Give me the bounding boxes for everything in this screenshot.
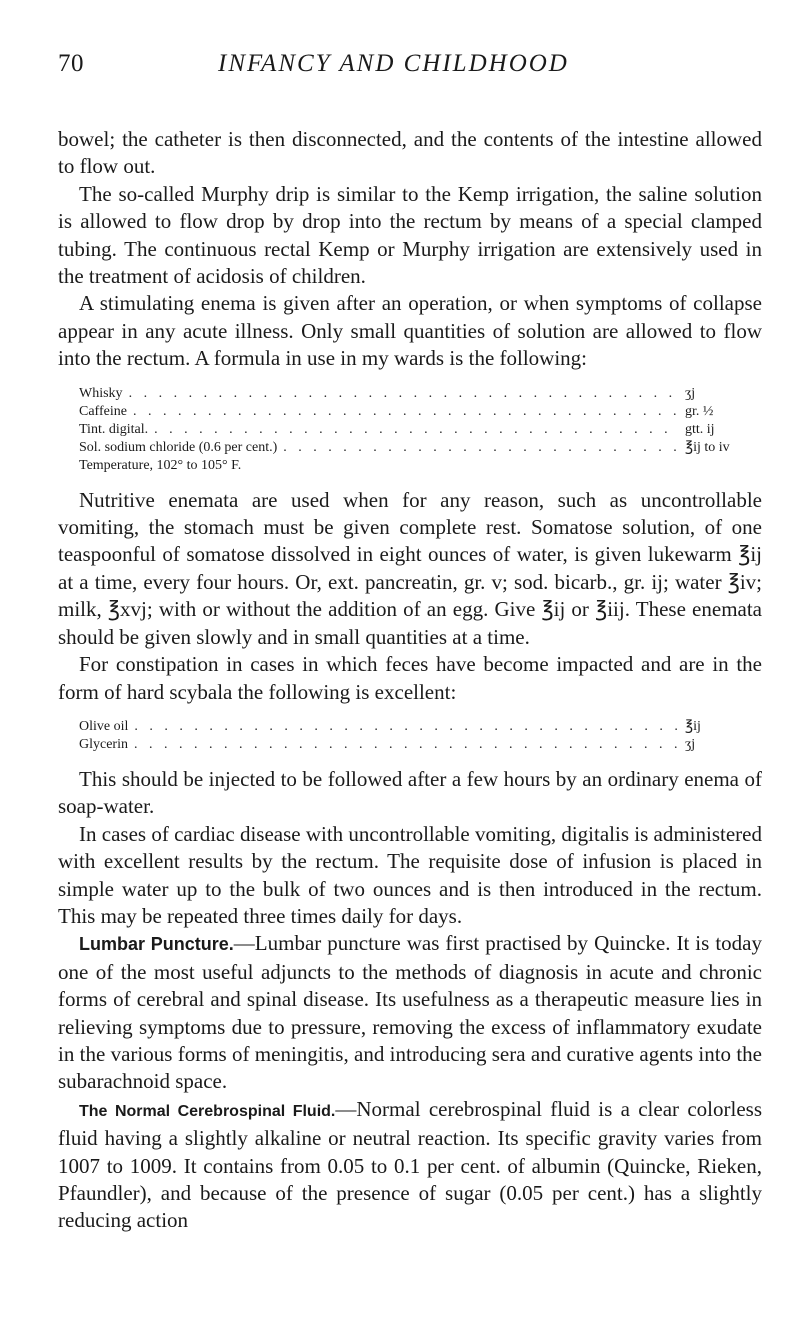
formula-ingredient: Whisky <box>79 385 123 401</box>
paragraph-lumbar-puncture <box>58 930 762 1095</box>
formula-constipation <box>79 718 762 754</box>
paragraph-soap-water: This should be injected to be followed after a few hours by an ordinary enema of soap-water. <box>58 766 762 819</box>
formula-note: Temperature, 102° to 105° F. <box>79 457 242 473</box>
formula-row <box>79 385 762 403</box>
paragraph-stimulating-enema: A stimulating enema is given after an operation, or when symptoms of collapse appear in any acute illness. Only small quantities of solution are allowed to flow into the rectum. A formula in use in my wards is the following: <box>58 291 762 371</box>
paragraph-nutritive-enemata: Nutritive enemata are used when for any reason, such as uncontrollable vomiting, the stomach must be given complete rest. Somatose solution, of one teaspoonful of somatose dissolved in eight ounces of water, is given lukewarm ℥ij at a time, every four hours. Or, ext. pancreatin, gr. v; sod. bicarb., gr. ij; water ℥iv; milk, ℥xvj; with or without the addition of an egg. Give ℥ij or ℥iij. These enemata should be given slowly and in small quantities at a time. <box>58 487 762 649</box>
formula-quantity: gr. ½ <box>680 403 762 421</box>
paragraph-murphy-drip: The so-called Murphy drip is similar to the Kemp irrigation, the saline solution is allowed to flow drop by drop into the rectum by means of a special clamped tubing. The continuous rectal Kemp or Murphy irrigation are extensively used in the treatment of acidosis of children. <box>58 181 762 289</box>
paragraph-continued: bowel; the catheter is then disconnected, and the contents of the intestine allowed to flow out. <box>58 127 762 179</box>
formula-quantity: ʒj <box>680 385 762 403</box>
leader-dots <box>128 736 680 754</box>
formula-ingredient: Caffeine <box>79 403 127 419</box>
formula-row <box>79 403 762 421</box>
running-head <box>58 50 762 90</box>
formula-quantity: gtt. ij <box>680 421 762 439</box>
running-title: INFANCY AND CHILDHOOD <box>218 50 569 77</box>
formula-quantity: ℥ij <box>680 718 762 736</box>
leader-dots <box>127 403 680 421</box>
formula-row <box>79 439 762 457</box>
paragraph-constipation: For constipation in cases in which feces have become impacted and are in the form of hard scybala the following is excellent: <box>58 652 762 704</box>
formula-ingredient: Tint. digital. <box>79 421 149 437</box>
page-number: 70 <box>58 50 84 77</box>
formula-ingredient: Glycerin <box>79 736 128 752</box>
formula-quantity: ℥ij to iv <box>680 439 762 457</box>
section-heading-cerebrospinal-fluid: The Normal Cerebrospinal Fluid. <box>79 1102 336 1120</box>
section-text: —Normal cerebrospinal fluid is a clear colorless fluid having a slightly alkaline or neutral reaction. Its specific gravity varies from 1007 to 1009. It contains from 0.05 to 0.1 per cent. of albumin (Quincke, Rieken, Pfaundler), and because of the presence of sugar (0.05 per cent.) has a slightly reducing action <box>58 1096 763 1233</box>
formula-stimulating-enema <box>79 385 762 475</box>
formula-row <box>79 718 762 736</box>
leader-dots <box>123 385 680 403</box>
leader-dots <box>277 439 680 457</box>
section-heading-lumbar-puncture: Lumbar Puncture. <box>79 934 234 955</box>
book-page <box>58 50 762 1235</box>
section-text: —Lumbar puncture was first practised by Quincke. It is today one of the most useful adjuncts to the methods of diagnosis in acute and chronic forms of cerebral and spinal disease. Its usefulness as a therapeutic measure lies in relieving symptoms due to pressure, removing the excess of inflammatory exudate in the various forms of meningitis, and introducing sera and curative agents into the subarachnoid space. <box>58 931 762 1094</box>
formula-quantity: ʒj <box>680 736 762 754</box>
leader-dots <box>128 718 680 736</box>
formula-ingredient: Sol. sodium chloride (0.6 per cent.) <box>79 439 278 455</box>
leader-dots <box>148 421 680 439</box>
paragraph-cardiac-disease: In cases of cardiac disease with uncontrollable vomiting, digitalis is administered with excellent results by the rectum. The requisite dose of infusion is placed in simple water up to the bulk of two ounces and is then introduced in the rectum. This may be repeated three times daily for days. <box>58 821 762 928</box>
formula-ingredient: Olive oil <box>79 718 129 734</box>
formula-row <box>79 421 762 439</box>
page-body <box>58 126 762 1235</box>
formula-row <box>79 736 762 754</box>
paragraph-cerebrospinal-fluid <box>58 1096 762 1235</box>
